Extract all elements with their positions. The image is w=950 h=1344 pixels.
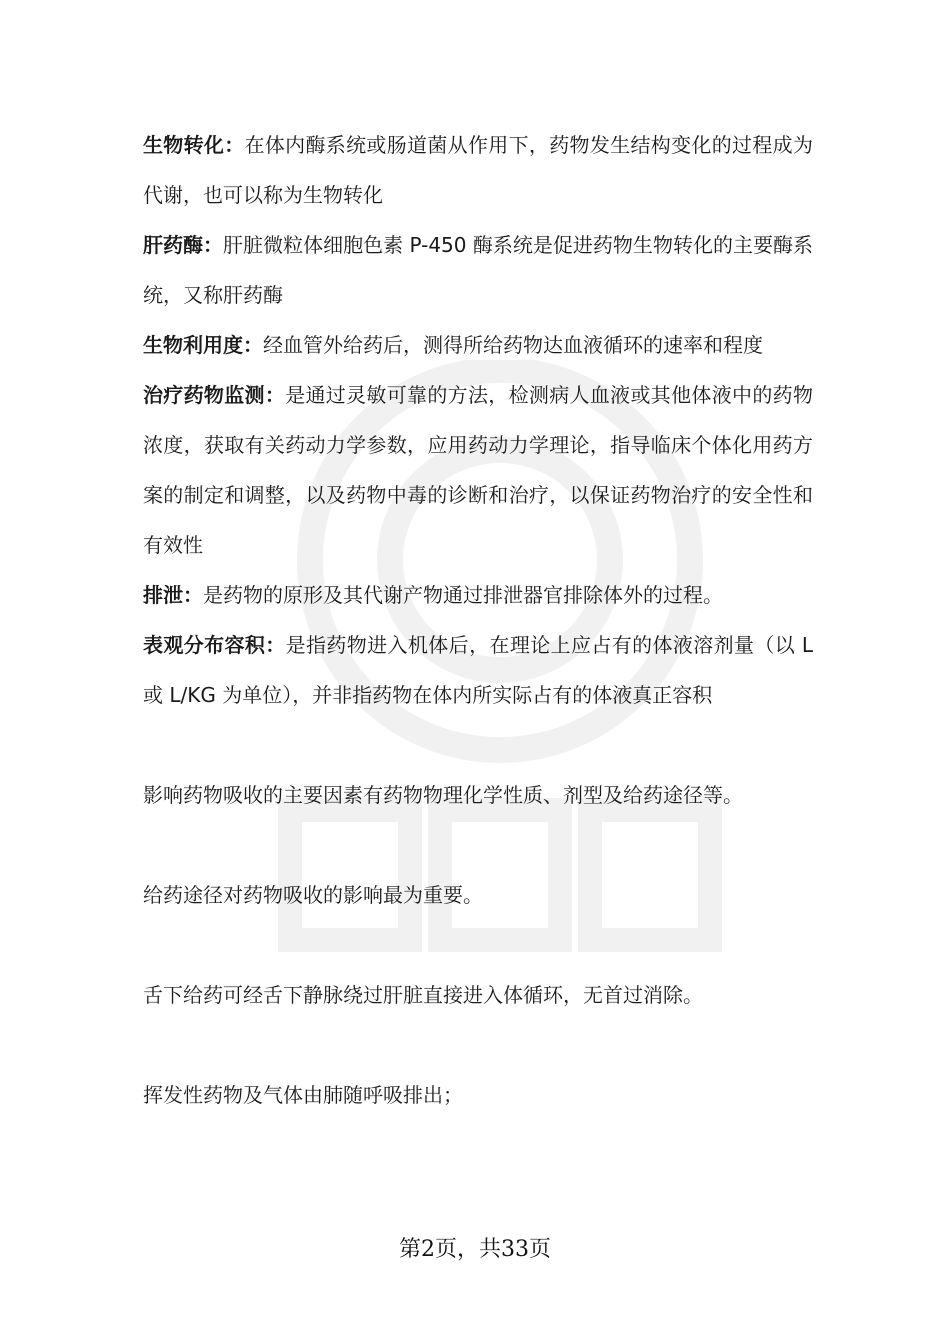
paragraph-spacer — [143, 720, 813, 770]
definition-drug-monitoring — [143, 370, 813, 570]
definition-text: 是药物的原形及其代谢产物通过排泄器官排除体外的过程。 — [203, 583, 723, 607]
paragraph-spacer — [143, 920, 813, 970]
definition-term: 生物转化： — [143, 133, 245, 157]
definition-excretion — [143, 570, 813, 620]
definition-bioavailability — [143, 320, 813, 370]
definition-text: 在体内酶系统或肠道菌从作用下，药物发生结构变化的过程成为代谢，也可以称为生物转化 — [143, 133, 813, 207]
definition-term: 排泄： — [143, 583, 203, 607]
definition-text: 是指药物进入机体后，在理论上应占有的体液溶剂量（以 L 或 L/KG 为单位），并非指药物在体内所实际占有的体液真正容积 — [143, 633, 814, 707]
statement-sublingual: 舌下给药可经舌下静脉绕过肝脏直接进入体循环，无首过消除。 — [143, 983, 703, 1007]
statement-route-importance: 给药途径对药物吸收的影响最为重要。 — [143, 883, 483, 907]
definition-text: 经血管外给药后，测得所给药物达血液循环的速率和程度 — [263, 333, 763, 357]
definition-bio-transformation — [143, 120, 813, 220]
definition-term: 治疗药物监测： — [143, 383, 286, 407]
page-number: 第2页，共33页 — [399, 1237, 551, 1262]
definition-liver-enzyme — [143, 220, 813, 320]
definition-term: 肝药酶： — [143, 233, 224, 257]
definition-text: 肝脏微粒体细胞色素 P-450 酶系统是促进药物生物转化的主要酶系统，又称肝药酶 — [143, 233, 814, 307]
paragraph-spacer — [143, 1020, 813, 1070]
statement-absorption-factors: 影响药物吸收的主要因素有药物物理化学性质、剂型及给药途径等。 — [143, 783, 743, 807]
definition-term: 生物利用度： — [143, 333, 263, 357]
document-body — [143, 120, 813, 1120]
definition-text: 是通过灵敏可靠的方法，检测病人血液或其他体液中的药物浓度，获取有关药动力学参数，应用药动力学理论，指导临床个体化用药方案的制定和调整，以及药物中毒的诊断和治疗，以保证药物治疗的安全性和有效性 — [143, 383, 813, 557]
definition-distribution-volume — [143, 620, 813, 720]
paragraph-spacer — [143, 820, 813, 870]
definition-term: 表观分布容积： — [143, 633, 286, 657]
statement-volatile-excretion: 挥发性药物及气体由肺随呼吸排出； — [143, 1083, 463, 1107]
